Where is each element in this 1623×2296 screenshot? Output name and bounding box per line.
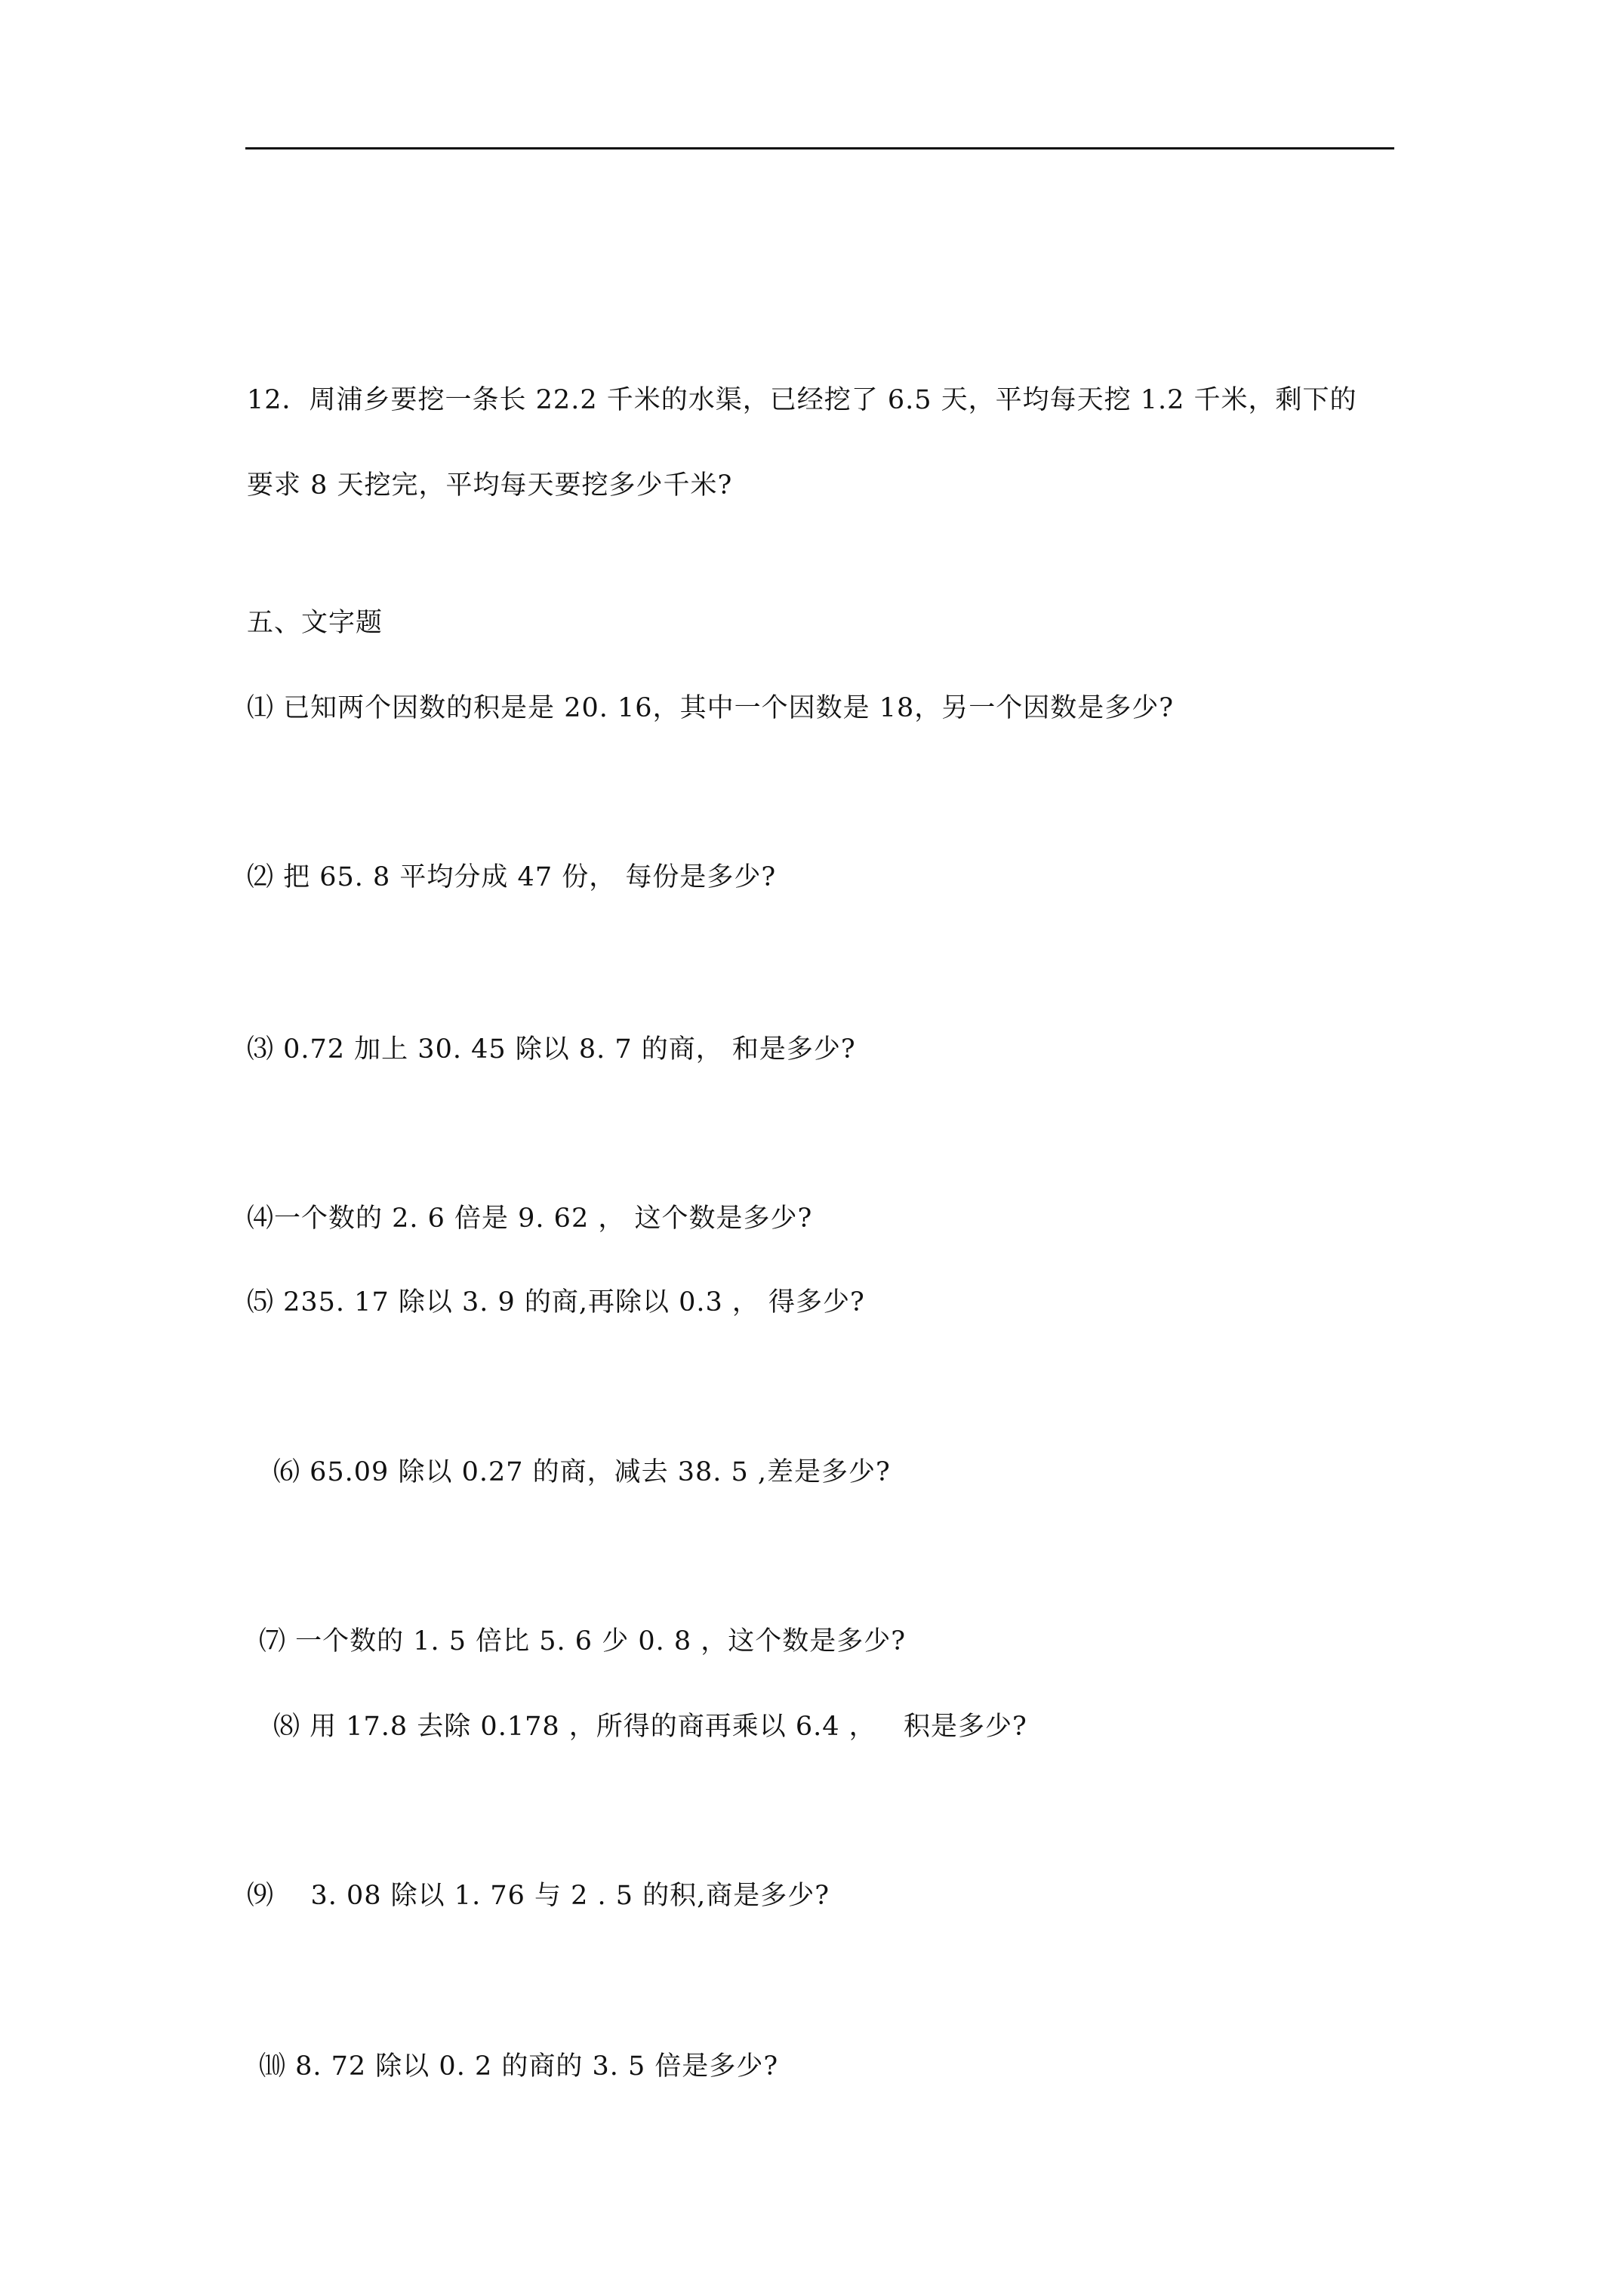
question-4: ⑷一个数的 2. 6 倍是 9. 62 ， 这个数是多少? (247, 1203, 813, 1234)
question-5: ⑸ 235. 17 除以 3. 9 的商,再除以 0.3 ， 得多少? (247, 1287, 865, 1318)
problem-12-text-line1: 12．周浦乡要挖一条长 22.2 千米的水渠，已经挖了 6.5 天，平均每天挖 1.2 千米，剩下的 (247, 385, 1357, 415)
question-8: ⑻ 用 17.8 去除 0.178 ，所得的商再乘以 6.4 ， 积是多少? (273, 1712, 1027, 1742)
question-6: ⑹ 65.09 除以 0.27 的商，减去 38. 5 ,差是多少? (273, 1457, 891, 1487)
question-10: ⑽ 8. 72 除以 0. 2 的商的 3. 5 倍是多少? (259, 2051, 779, 2082)
header-rule (245, 147, 1394, 149)
question-9: ⑼ 3. 08 除以 1. 76 与 2 . 5 的积,商是多少? (247, 1881, 830, 1911)
question-3: ⑶ 0.72 加上 30. 45 除以 8. 7 的商， 和是多少? (247, 1034, 856, 1065)
question-1: ⑴ 已知两个因数的积是是 20. 16，其中一个因数是 18，另一个因数是多少? (247, 693, 1175, 723)
problem-12-text-line2: 要求 8 天挖完，平均每天要挖多少千米? (247, 470, 733, 501)
question-7: ⑺ 一个数的 1. 5 倍比 5. 6 少 0. 8 ，这个数是多少? (259, 1626, 907, 1657)
section-heading: 五、文字题 (247, 608, 383, 638)
question-2: ⑵ 把 65. 8 平均分成 47 份， 每份是多少? (247, 862, 777, 892)
